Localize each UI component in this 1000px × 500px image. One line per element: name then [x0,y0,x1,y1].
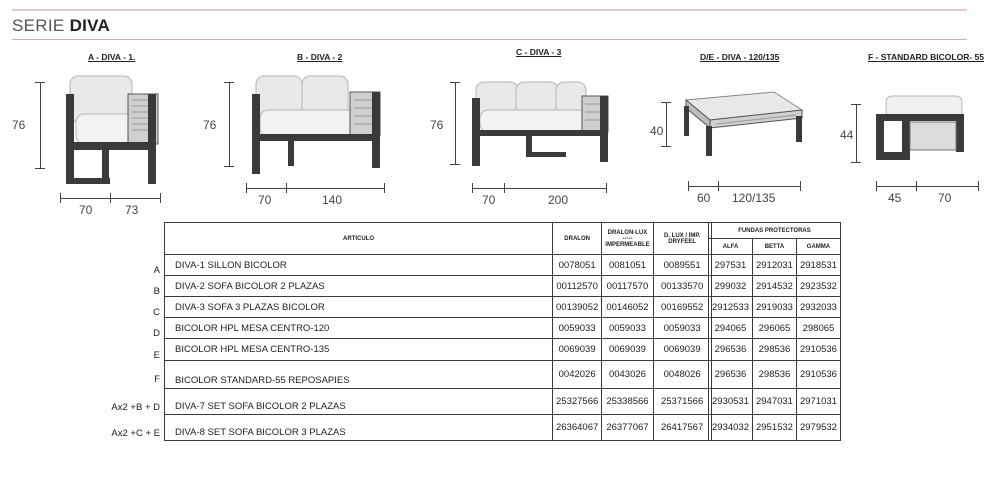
dim-tick [450,164,460,165]
dim-line [229,82,230,166]
dralon-lux-code-cell: 00146052 [602,297,653,318]
dim-tick [110,193,111,203]
gamma-code-cell: 2923532 [796,276,840,297]
table-row [165,318,712,339]
fundas-subheader-row [709,239,841,255]
row-key: Ax2 +C + E [111,428,160,439]
dralon-code-cell: 26364067 [553,415,602,441]
product-a-width: 73 [125,203,139,217]
dim-tick [384,183,385,193]
fundas-row [709,297,841,318]
dralon-lux-code-cell: 0081051 [602,255,653,276]
dim-line [455,82,456,164]
dlux-code-cell: 25371566 [653,389,711,415]
dim-tick [504,183,505,193]
dralon-lux-code-cell: 0069039 [602,339,653,361]
dralon-code-cell: 00112570 [553,276,602,297]
col-header-dralon-lux [602,223,653,255]
article-name-cell: BICOLOR HPL MESA CENTRO-135 [165,339,553,361]
col-header-betta: BETTA [752,239,796,255]
dralon-lux-label: DRALON-LUX [607,229,648,236]
gamma-code-cell: 2932033 [796,297,840,318]
product-de-label: D/E - DIVA - 120/135 [700,52,780,62]
product-f-height: 44 [840,128,854,142]
article-name-cell: DIVA-3 SOFA 3 PLAZAS BICOLOR [165,297,553,318]
article-name-cell: DIVA-1 SILLON BICOLOR [165,255,553,276]
fundas-row [709,415,841,441]
alfa-code-cell: 2934032 [709,415,753,441]
row-key: F [154,374,160,385]
fundas-header-row [709,223,841,239]
product-a-depth: 70 [79,203,93,217]
col-header-fundas: FUNDAS PROTECTORAS [709,223,841,239]
product-de-height: 40 [650,124,664,138]
gamma-code-cell: 2910536 [796,361,840,389]
col-header-articulo: ARTICULO [165,223,553,255]
betta-code-cell: 2951532 [752,415,796,441]
top-rule [12,9,967,11]
title-underline [12,39,967,40]
product-a-height: 76 [12,118,26,132]
dim-tick [916,181,917,191]
footstool-image [872,90,972,168]
table-row [165,255,712,276]
product-b-label: B - DIVA - 2 [297,52,343,62]
article-name-cell: DIVA-8 SET SOFA BICOLOR 3 PLAZAS [165,415,553,441]
dlux-code-cell: 26417567 [653,415,711,441]
dim-line [40,82,41,168]
betta-code-cell: 298536 [752,361,796,389]
dlux-code-cell: 0048026 [653,361,711,389]
product-f-depth: 45 [888,191,902,205]
row-key: E [153,350,160,361]
article-name-cell: BICOLOR HPL MESA CENTRO-120 [165,318,553,339]
serie-prefix: SERIE [12,16,65,35]
product-c-height: 76 [430,118,444,132]
dralon-lux-code-cell: 0043026 [602,361,653,389]
row-key: B [153,286,160,297]
product-c-depth: 70 [482,193,496,207]
armchair-image [62,66,166,190]
alfa-code-cell: 2912533 [709,297,753,318]
product-de-depth: 60 [697,191,711,205]
dim-line [688,186,800,187]
alfa-code-cell: 296536 [709,361,753,389]
betta-code-cell: 296065 [752,318,796,339]
table-row [165,361,712,389]
dralon-code-cell: 0042026 [553,361,602,389]
dralon-lux-code-cell: 26377067 [602,415,653,441]
row-key: Ax2 +B + D [111,402,160,413]
dryfeel-label: DRYFEEL [668,238,697,245]
alfa-code-cell: 297531 [709,255,753,276]
product-b-width: 140 [322,193,343,207]
col-header-alfa: ALFA [709,239,753,255]
betta-code-cell: 2914532 [752,276,796,297]
serie-name: DIVA [69,16,111,35]
gamma-code-cell: 2979532 [796,415,840,441]
betta-code-cell: 2912031 [752,255,796,276]
gamma-code-cell: 298065 [796,318,840,339]
fundas-row [709,389,841,415]
dralon-code-cell: 0069039 [553,339,602,361]
alfa-code-cell: 2930531 [709,389,753,415]
product-b-height: 76 [203,118,217,132]
dralon-lux-separator: ----- [622,235,633,242]
dim-line [472,188,606,189]
betta-code-cell: 2947031 [752,389,796,415]
dlux-label: D. LUX / IMP. [664,232,701,239]
fundas-row [709,339,841,361]
dim-line [856,104,857,162]
dralon-code-cell: 0078051 [553,255,602,276]
coffee-table-image [676,88,806,168]
dim-tick [35,168,45,169]
sofa-2-seat-image [250,70,386,178]
table-row [165,339,712,361]
alfa-code-cell: 299032 [709,276,753,297]
dim-tick [978,181,979,191]
dim-tick [224,166,234,167]
article-name-cell: DIVA-2 SOFA BICOLOR 2 PLAZAS [165,276,553,297]
row-key: A [153,265,160,276]
dim-line [246,188,384,189]
fundas-row [709,318,841,339]
alfa-code-cell: 294065 [709,318,753,339]
dlux-code-cell: 00169552 [653,297,711,318]
dim-tick [606,183,607,193]
dlux-code-cell: 0089551 [653,255,711,276]
product-c-width: 200 [548,193,569,207]
dralon-lux-code-cell: 00117570 [602,276,653,297]
dim-tick [286,183,287,193]
dim-tick [718,181,719,191]
fundas-row [709,255,841,276]
gamma-code-cell: 2910536 [796,339,840,361]
sofa-3-seat-image [470,76,612,170]
table-row [165,415,712,441]
dim-tick [800,181,801,191]
dlux-code-cell: 0059033 [653,318,711,339]
betta-code-cell: 298536 [752,339,796,361]
dim-line [666,102,667,146]
table-row [165,276,712,297]
product-a-label: A - DIVA - 1. [88,52,136,62]
betta-code-cell: 2919033 [752,297,796,318]
dralon-code-cell: 0059033 [553,318,602,339]
protective-covers-table [708,222,841,441]
dlux-code-cell: 0069039 [653,339,711,361]
dim-tick [851,162,861,163]
article-name-cell: DIVA-7 SET SOFA BICOLOR 2 PLAZAS [165,389,553,415]
row-key: D [153,328,160,339]
articles-table [164,222,712,441]
page-title [12,16,110,36]
article-name-cell: BICOLOR STANDARD-55 REPOSAPIES [165,361,553,389]
dralon-code-cell: 00139052 [553,297,602,318]
col-header-gamma: GAMMA [796,239,840,255]
product-f-width: 70 [938,191,952,205]
dralon-code-cell: 25327566 [553,389,602,415]
fundas-row [709,361,841,389]
product-de-width: 120/135 [732,191,776,205]
impermeable-label: IMPERMEABLE [605,241,650,248]
alfa-code-cell: 296536 [709,339,753,361]
gamma-code-cell: 2971031 [796,389,840,415]
table-header-row [165,223,712,255]
fundas-row [709,276,841,297]
col-header-dralon: DRALON [553,223,602,255]
gamma-code-cell: 2918531 [796,255,840,276]
dim-line [876,186,978,187]
dralon-lux-code-cell: 0059033 [602,318,653,339]
product-c-label: C - DIVA - 3 [516,47,562,57]
dim-tick [160,193,161,203]
table-row [165,389,712,415]
dim-tick [661,146,671,147]
product-f-label: F - STANDARD BICOLOR- 55 [868,52,985,62]
table-row [165,297,712,318]
col-header-dlux [653,223,711,255]
dralon-lux-code-cell: 25338566 [602,389,653,415]
row-key: C [153,307,160,318]
dlux-code-cell: 00133570 [653,276,711,297]
product-b-depth: 70 [258,193,272,207]
